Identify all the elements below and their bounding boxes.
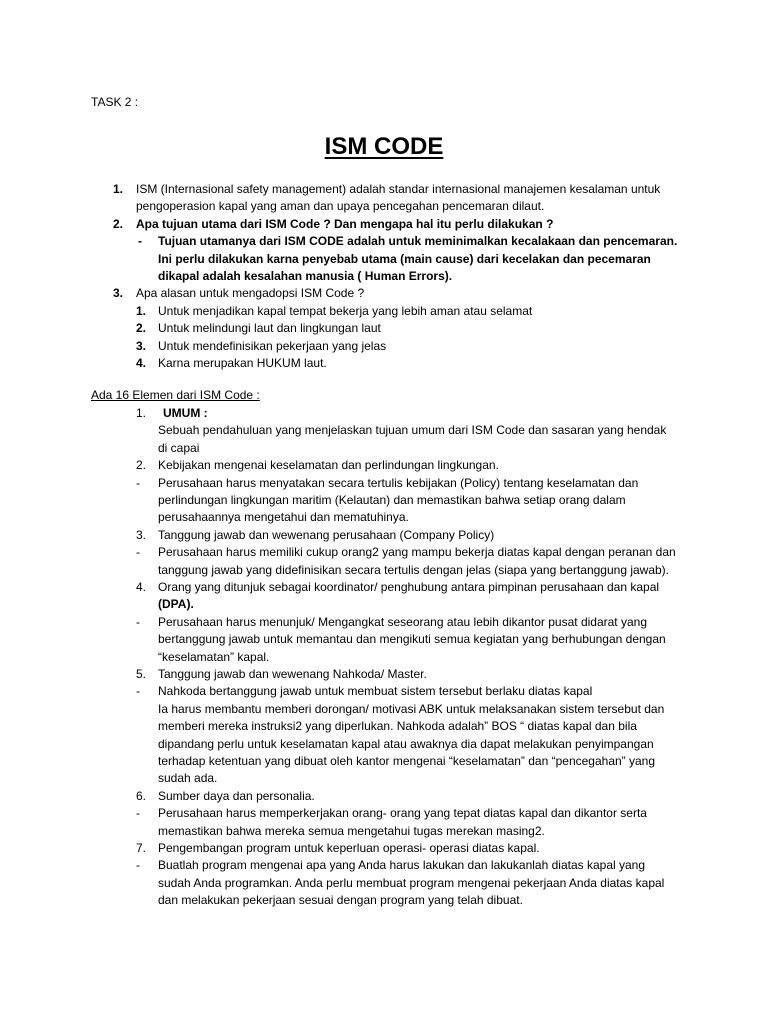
reason-item: 2. Untuk melindungi laut dan lingkungan laut bbox=[136, 321, 381, 336]
element-2-desc: - Perusahaan harus menyatakan secara tertulis kebijakan (Policy) tentang keselamatan dan perlindungan lingkungan maritim (Kelautan) dan memastikan bahwa setiap orang dalam perusahaannya mengetahui dan mematuhinya. bbox=[136, 475, 639, 525]
element-4-text: Orang yang ditunjuk sebagai koordinator/ penghubung antara pimpinan perusahaan dan kapal bbox=[158, 579, 660, 594]
element-6-desc: - Perusahaan harus memperkerjakan orang- orang yang tepat diatas kapal dan dikantor serta memastikan bahwa mereka semua mengetahui tugas merekan masing2. bbox=[136, 806, 647, 838]
element-7: 7. Pengembangan program untuk keperluan operasi- operasi diatas kapal. bbox=[136, 841, 540, 856]
element-5: 5. Tanggung jawab dan wewenang Nahkoda/ Master. bbox=[136, 666, 427, 681]
element-3: 3. Tanggung jawab dan wewenang perusahaan (Company Policy) bbox=[136, 527, 495, 542]
element-4-dpa: (DPA). bbox=[158, 597, 194, 612]
page-title bbox=[0, 130, 768, 164]
element-4: 4. Orang yang ditunjuk sebagai koordinator/ penghubung antara pimpinan perusahaan dan kapal (DPA). bbox=[136, 579, 660, 612]
answer-2: - Tujuan utamanya dari ISM CODE adalah untuk meminimalkan kecalakaan dan pencemaran. Ini perlu dilakukan karna penyebab utama (main cause) dari kecelakan dan pecemaran dikapal adalah kesalahan manusia ( Human Errors). bbox=[138, 234, 678, 284]
element-3-desc: - Perusahaan harus memiliki cukup orang2 yang mampu bekerja diatas kapal dengan peranan dan tanggung jawab yang didefinisikan secara tertulis dengan jelas (siapa yang bertanggung jawab). bbox=[136, 545, 676, 577]
element-4-desc: - Perusahaan harus menunjuk/ Mengangkat seseorang atau lebih dikantor pusat didarat yang bertanggung jawab untuk memantau dan mengikuti semua kegiatan yang berhubungan dengan “keselamatan” kapal. bbox=[136, 614, 666, 664]
element-2: 2. Kebijakan mengenai keselamatan dan perlindungan lingkungan. bbox=[136, 458, 499, 473]
elements-heading: Ada 16 Elemen dari ISM Code : bbox=[91, 388, 260, 403]
element-1: 1. UMUM : bbox=[136, 405, 208, 420]
element-5-desc-cont: Ia harus membantu memberi dorongan/ motivasi ABK untuk melaksanakan sistem tersebut dan memberi mereka instruksi2 yang diperlukan. Nahkoda adalah” BOS “ diatas kapal dan bila dipandang perlu untuk keselamatan kapal atau awaknya dia dapat melakukan penyimpangan terhadap ketentuan yang dibuat oleh kantor mengenai “keselamatan” dan “pencegahan” yang sudah ada. bbox=[158, 701, 665, 786]
spacer bbox=[0, 372, 768, 387]
reason-item: 1. Untuk menjadikan kapal tempat bekerja yang lebih aman atau selamat bbox=[136, 303, 533, 318]
element-5-desc: - Nahkoda bertanggung jawab untuk membuat sistem tersebut berlaku diatas kapal bbox=[136, 684, 593, 699]
title-text: ISM CODE bbox=[324, 133, 444, 160]
question-3: 3. Apa alasan untuk mengadopsi ISM Code ? bbox=[113, 286, 365, 301]
document-body bbox=[0, 181, 768, 910]
question-2: 2. Apa tujuan utama dari ISM Code ? Dan mengapa hal itu perlu dilakukan ? bbox=[113, 216, 554, 231]
element-7-desc: - Buatlah program mengenai apa yang Anda harus lakukan dan lakukanlah diatas kapal yang sudah Anda programkan. Anda perlu membuat program mengenai pekerjaan Anda diatas kapal dan melakukan pekerjaan sesuai dengan program yang telah dibuat. bbox=[136, 858, 665, 908]
task-label: TASK 2 : bbox=[91, 95, 139, 109]
element-1-desc: Sebuah pendahuluan yang menjelaskan tujuan umum dari ISM Code dan sasaran yang hendak di capai bbox=[158, 423, 667, 455]
reason-item: 4. Karna merupakan HUKUM laut. bbox=[136, 356, 327, 371]
element-6: 6. Sumber daya dan personalia. bbox=[136, 788, 315, 803]
question-1: 1. ISM (Internasional safety management) adalah standar internasional manajemen kesalaman untuk pengoperasion kapal yang aman dan upaya pencegahan pencemaran dilaut. bbox=[113, 182, 661, 214]
reason-item: 3. Untuk mendefinisikan pekerjaan yang jelas bbox=[136, 338, 387, 353]
